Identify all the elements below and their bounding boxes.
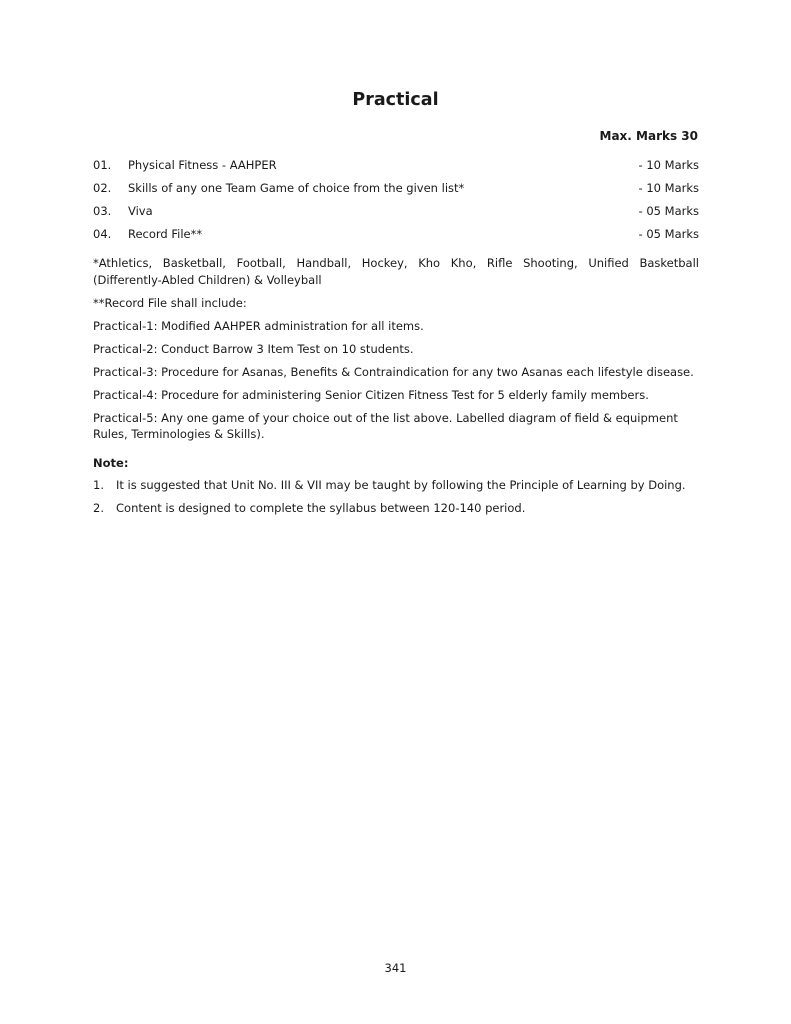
- note-text: Content is designed to complete the syllabus between 120-140 period.: [116, 501, 526, 515]
- item-number: 04.: [93, 227, 112, 241]
- marks-breakdown-list: [93, 156, 699, 248]
- practical-details: [93, 255, 699, 523]
- item-description: Record File**: [128, 227, 203, 241]
- max-marks: Max. Marks 30: [599, 129, 698, 143]
- note-heading: Note:: [93, 455, 129, 470]
- item-description: Skills of any one Team Game of choice from the given list*: [128, 181, 465, 195]
- page-title: Practical: [352, 90, 439, 110]
- marks-item: [93, 225, 699, 248]
- note-text: It is suggested that Unit No. III & VII may be taught by following the Principle of Learning by Doing.: [116, 478, 686, 492]
- note-number: 2.: [93, 501, 104, 515]
- marks-item: [93, 202, 699, 225]
- item-description: Physical Fitness - AAHPER: [128, 158, 277, 172]
- item-marks: - 05 Marks: [638, 227, 699, 241]
- page-number: 341: [384, 961, 407, 975]
- note-list: [93, 477, 699, 517]
- practical-item: Practical-3: Procedure for Asanas, Benefits & Contraindication for any two Asanas each lifestyle disease.: [93, 364, 694, 379]
- item-marks: - 10 Marks: [638, 181, 699, 195]
- practical-item: Practical-1: Modified AAHPER administration for all items.: [93, 318, 424, 333]
- record-file-heading: **Record File shall include:: [93, 295, 247, 310]
- item-marks: - 05 Marks: [638, 204, 699, 218]
- practical-item: Practical-5: Any one game of your choice out of the list above. Labelled diagram of field & equipment Rules, Terminologies & Skills).: [93, 410, 678, 441]
- note-item: [93, 477, 699, 494]
- marks-item: [93, 156, 699, 179]
- practical-item: Practical-2: Conduct Barrow 3 Item Test on 10 students.: [93, 341, 414, 356]
- games-footnote: *Athletics, Basketball, Football, Handball, Hockey, Kho Kho, Rifle Shooting, Unified Basketball (Differently-Abled Children) & Volleyball: [93, 256, 699, 287]
- note-item: [93, 500, 699, 517]
- item-number: 02.: [93, 181, 112, 195]
- item-marks: - 10 Marks: [638, 158, 699, 172]
- note-number: 1.: [93, 478, 104, 492]
- practical-item: Practical-4: Procedure for administering Senior Citizen Fitness Test for 5 elderly family members.: [93, 387, 649, 402]
- item-number: 03.: [93, 204, 112, 218]
- marks-item: [93, 179, 699, 202]
- item-description: Viva: [128, 204, 153, 218]
- item-number: 01.: [93, 158, 112, 172]
